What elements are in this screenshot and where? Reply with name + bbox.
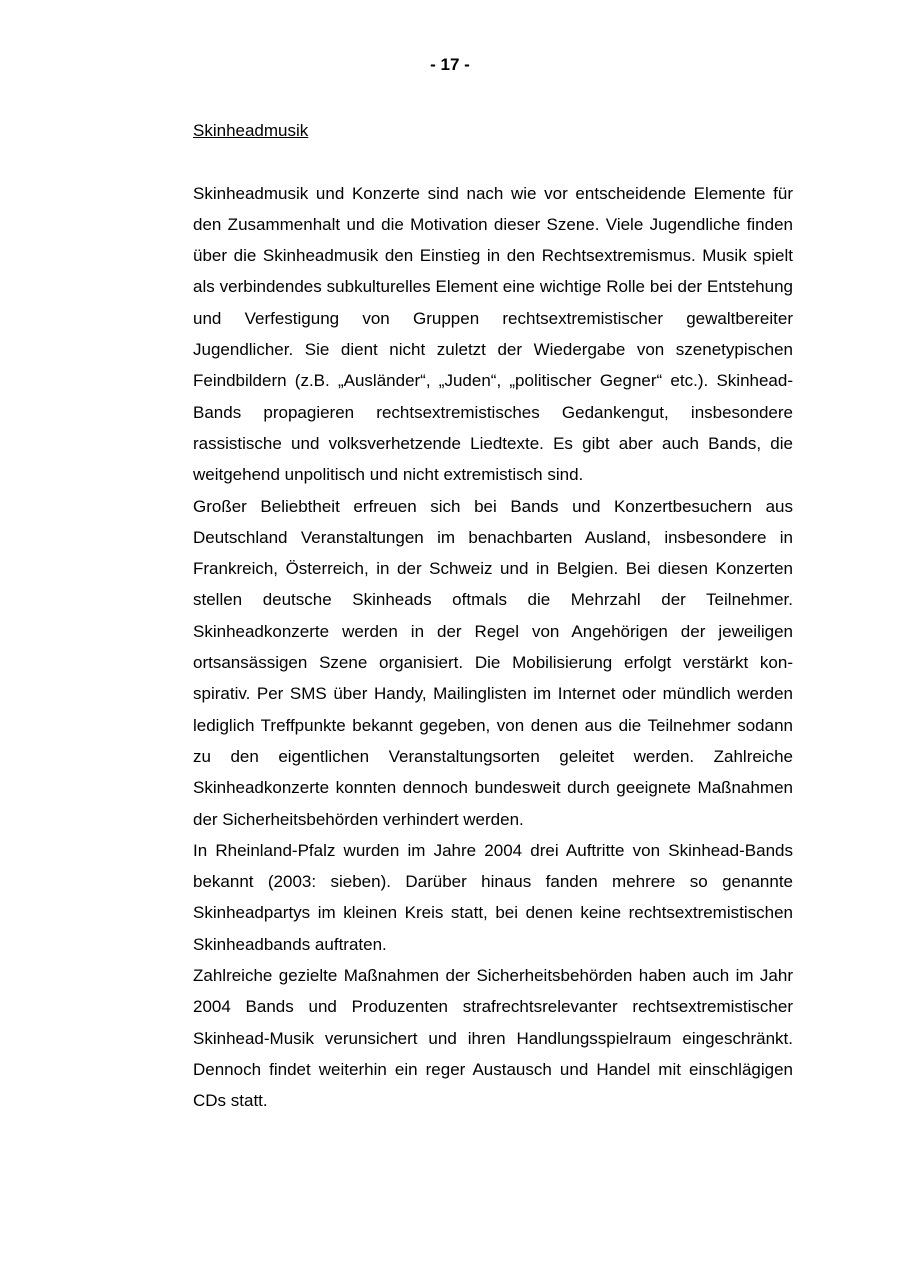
paragraph: In Rheinland-Pfalz wurden im Jahre 2004 drei Auftritte von Skinhead-Bands bekannt (2003: sieben). Darüber hinaus fanden mehrere so genannte Skinheadpartys im kleinen Kreis statt, bei denen keine rechtsextremistischen Skinheadbands auftraten.: [193, 840, 793, 954]
page-number: - 17 -: [430, 55, 470, 74]
paragraph: Zahlreiche gezielte Maßnahmen der Sicherheitsbehörden haben auch im Jahr 2004 Bands und Produzenten strafrechtsrelevanter rechtsextremistischer Skinhead-Musik verunsichert und ihren Handlungsspielraum eingeschränkt. Dennoch findet weiterhin ein reger Austausch und Handel mit einschlägigen CDs statt.: [193, 966, 793, 1111]
section-content: [193, 115, 793, 1117]
section-title: Skinheadmusik: [193, 121, 309, 140]
paragraph: Großer Beliebtheit erfreuen sich bei Bands und Konzertbesuchern aus Deutschland Veranstaltungen im benachbarten Ausland, insbesondere in Frankreich, Österreich, in der Schweiz und in Belgien. Bei diesen Konzerten stellen deutsche Skinheads oftmals die Mehrzahl der Teilnehmer. Skinheadkonzerte werden in der Regel von Angehörigen der jeweiligen ortsansässigen Szene organisiert. Die Mobilisierung erfolgt verstärkt konspirativ. Per SMS über Handy, Mailinglisten im Internet oder mündlich werden lediglich Treffpunkte bekannt gegeben, von denen aus die Teilnehmer sodann zu den eigentlichen Veranstaltungsorten geleitet werden. Zahlreiche Skinheadkonzerte konnten dennoch bundesweit durch geeignete Maßnahmen der Sicherheitsbehörden verhindert werden.: [193, 496, 793, 829]
paragraph: Skinheadmusik und Konzerte sind nach wie vor entscheidende Elemente für den Zusammenhalt und die Motivation dieser Szene. Viele Jugendliche finden über die Skinheadmusik den Einstieg in den Rechtsextremismus. Musik spielt als verbindendes subkulturelles Element eine wichtige Rolle bei der Entstehung und Verfestigung von Gruppen rechtsextremistischer gewaltbereiter Jugendlicher. Sie dient nicht zuletzt der Wiedergabe von szenetypischen Feindbildern (z.B. „Ausländer“, „Juden“, „politischer Gegner“ etc.). Skinhead-Bands propagieren rechtsextremistisches Gedankengut, insbesondere rassistische und volksverhetzende Liedtexte. Es gibt aber auch Bands, die weitgehend unpolitisch und nicht extremistisch sind.: [193, 183, 793, 485]
